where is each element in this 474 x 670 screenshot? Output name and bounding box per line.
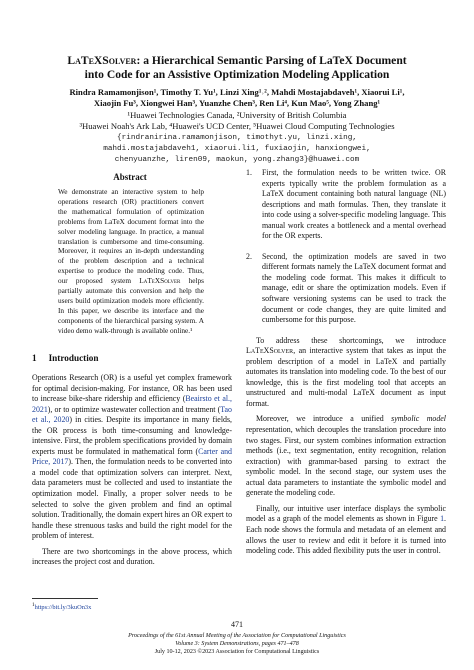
page-number: 471 <box>231 620 243 629</box>
paper-title <box>30 54 444 81</box>
author-line-2: Xiaojin Fu³, Xiongwei Han³, Yuanzhe Chen³, Ren Li⁴, Kun Mao⁵, Yong Zhang¹ <box>93 98 381 109</box>
abstract-text-2: helps partially automate this conversion and help the users build optimization models more efficiently. In this paper, we describe its interface and the components of the hierarchical parsing system. A video demo walk-through is available online.¹ <box>58 276 204 335</box>
citation-link[interactable]: Carter and Price, 2017 <box>32 446 232 467</box>
footnote-divider <box>32 598 98 599</box>
paragraph-contribution <box>246 336 446 410</box>
author-line-1: Rindra Ramamonjison¹, Timothy T. Yu¹, Linzi Xing¹˒², Mahdi Mostajabdaveh¹, Xiaorui Li¹, <box>69 87 405 97</box>
title-part-2: into Code for an Assistive Optimization Modeling Application <box>84 67 390 81</box>
paragraph-symbolic-model <box>246 414 446 498</box>
text: Operations Research (OR) is a useful yet complex framework for optimal decision-making. For instance, OR has been used to increase bike-share ridership and efficiency ( <box>32 373 232 404</box>
list-item <box>246 252 446 326</box>
abstract-text-1: We demonstrate an interactive system to help operations research (OR) practitioners convert the mathematical formulation of optimization problems from LaTeX document format into the solver modeling language. In practice, a manual translation is cumbersome and time-consuming. Moreover, it requires an in-depth understanding of the problem description and a technical expertise to produce the modeling code. Thus, our proposed system <box>58 187 204 286</box>
footnote <box>32 602 91 611</box>
affiliations <box>22 110 452 133</box>
text: To address these shortcomings, we introduce <box>256 335 446 345</box>
right-column-body <box>246 168 446 562</box>
list-text: First, the formulation needs to be written twice. OR experts typically write the problem formulation as a LaTeX document containing both natural language (NL) descriptions and math formulas. Then, they translate it into code using a solver-specific modeling language. This manual work creates a bottleneck and a mental overhead for the OR experts. <box>262 168 446 241</box>
abstract-body <box>58 187 204 336</box>
affiliation-line-1: ¹Huawei Technologies Canada, ²University of British Columbia <box>127 110 347 120</box>
system-name: LaTeXSolver <box>67 54 137 67</box>
section-number: 1 <box>32 353 37 363</box>
list-number: 1. <box>246 168 252 177</box>
system-name-inline: LaTeXSolver <box>246 346 294 356</box>
footer-line-1: Proceedings of the 61st Annual Meeting of the Association for Computational Linguistics <box>128 633 346 639</box>
abstract-system-name: LaTeXSolver <box>139 276 181 286</box>
text: ). Then, the formulation needs to be converted into a model code that optimization solvers can interpret. Next, data parameters must be collected and used to instantiate the optimization model. Finally, a proper solver needs to be selected to solve the given problem and find an optimal solution. Traditionally, the domain expert hires an OR expert to handle these strenuous tasks and build the right model for the problem of interest. <box>32 457 233 541</box>
text: . Each node shows the formula and metadata of an element and allows the user to review and edit it before it is turned into modeling code. This added flexibility puts the user in control. <box>246 514 446 556</box>
section-heading-introduction <box>32 353 110 363</box>
text: ), or to optimize wastewater collection and treatment ( <box>47 404 221 414</box>
emphasis: symbolic model <box>391 414 446 424</box>
email-line-3: chenyuanzhe, liren09, maokun, yong.zhang3}@huawei.com <box>114 156 360 165</box>
affiliation-line-2: ³Huawei Noah's Ark Lab, ⁴Huawei's UCD Center, ⁵Huawei Cloud Computing Technologies <box>79 121 395 132</box>
proceedings-footer <box>0 633 474 657</box>
footer-line-2: Volume 3: System Demonstrations, pages 471–478 <box>175 640 299 647</box>
section-title: Introduction <box>48 353 99 363</box>
footer-line-3: July 10-12, 2023 ©2023 Association for Computational Linguistics <box>154 648 320 655</box>
text: Moreover, we introduce a unified <box>256 414 392 424</box>
text: Finally, our intuitive user interface displays the symbolic model as a graph of the model elements as shown in Figure <box>246 503 446 524</box>
text: representation, which decouples the translation procedure into two stages. First, our system combines information extraction methods (i.e., text segmentation, entity recognition, relation extraction) with grammar-based parsing to extract the symbolic model. In the second stage, our system uses the actual data parameters to instantiate the symbolic model and generate the modeling code. <box>246 425 446 498</box>
citation-link[interactable]: Beairsto et al., 2021 <box>32 394 233 414</box>
paragraph-interface <box>246 504 446 557</box>
list-number: 2. <box>246 251 252 261</box>
figure-reference-link[interactable]: 1 <box>440 514 445 524</box>
email-line-2: mahdi.mostajabdaveh1, xiaorui.li1, fuxiaojin, hanxiongwei, <box>103 145 371 154</box>
footnote-marker: 1 <box>32 602 35 608</box>
intro-paragraph-2: There are two shortcomings in the above process, which increases the project cost and duration. <box>32 546 232 567</box>
email-line-1: {rindranirina.ramamonjison, timothyt.yu, linzi.xing, <box>117 134 357 142</box>
footnote-link[interactable]: https://bit.ly/3kuOn3x <box>34 604 92 612</box>
abstract-heading: Abstract <box>113 172 147 182</box>
text: , an interactive system that takes as input the problem description of a model in LaTeX and partially automates its translation into modeling code. To the best of our knowledge, this is the first modeling tool that accepts an unstructured and multi-modal LaTeX document as input format. <box>246 346 446 408</box>
citation-link[interactable]: Tao et al., 2020 <box>32 404 232 425</box>
list-item <box>246 168 446 242</box>
author-list <box>22 87 452 110</box>
intro-paragraph-1 <box>32 373 232 542</box>
left-column-body <box>32 373 232 573</box>
title-part-1: : a Hierarchical Semantic Parsing of LaTeX Document <box>136 54 407 67</box>
email-list <box>22 133 452 167</box>
text: ) in cities. Despite its importance in many fields, the OR process is both time-consuming and knowledge-intensive. First, the problem specifications provided by domain experts must be formulated in mathematical form ( <box>32 415 232 456</box>
list-text: Second, the optimization models are saved in two different formats namely the LaTeX document format and the modeling code format. This makes it difficult to manage, edit or share the optimization models. Even if software versioning systems can be used to track the document or code changes, they are quite limited and cumbersome for this purpose. <box>262 251 446 325</box>
